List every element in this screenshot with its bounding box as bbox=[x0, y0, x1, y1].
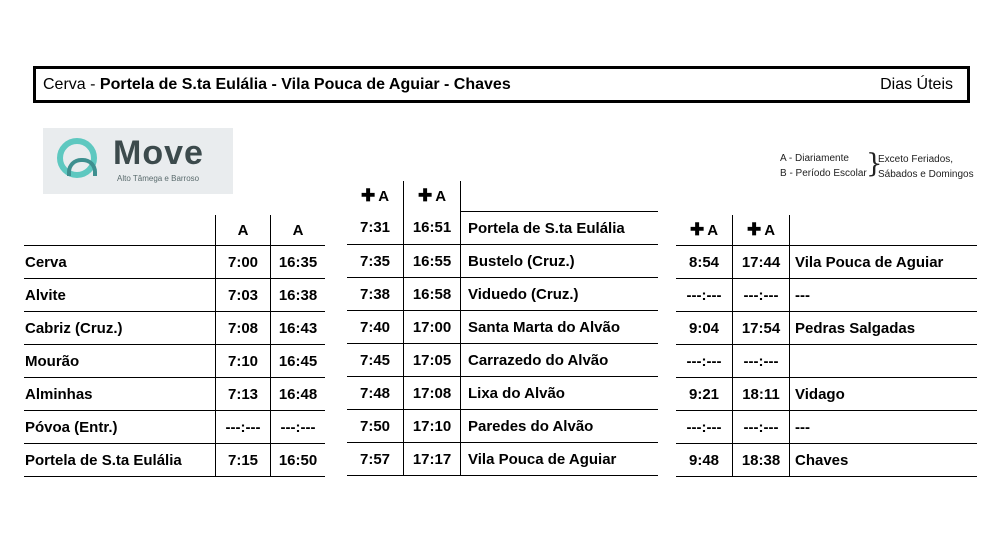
table-row bbox=[24, 279, 325, 312]
service-days: Dias Úteis bbox=[880, 76, 953, 93]
departure-time: 17:10 bbox=[404, 410, 461, 443]
table-row bbox=[676, 345, 977, 378]
departure-time: 9:48 bbox=[676, 444, 733, 477]
departure-time: 18:11 bbox=[733, 378, 790, 411]
departure-time: 16:55 bbox=[404, 245, 461, 278]
stop-name: Paredes do Alvão bbox=[461, 410, 659, 443]
table-header-row bbox=[24, 215, 325, 246]
table-row bbox=[24, 312, 325, 345]
stop-name: Cerva bbox=[24, 246, 216, 279]
departure-time: 16:50 bbox=[271, 444, 326, 477]
timetable-vila-pouca-chaves bbox=[676, 215, 977, 477]
legend-brace: } bbox=[866, 149, 883, 179]
stop-name: Portela de S.ta Eulália bbox=[461, 212, 659, 245]
departure-time: 17:54 bbox=[733, 312, 790, 345]
departure-time: 17:05 bbox=[404, 344, 461, 377]
departure-time: 17:00 bbox=[404, 311, 461, 344]
table-row bbox=[24, 411, 325, 444]
departure-time: 7:08 bbox=[216, 312, 271, 345]
stop-name: Mourão bbox=[24, 345, 216, 378]
stop-name: Portela de S.ta Eulália bbox=[24, 444, 216, 477]
departure-time: 16:58 bbox=[404, 278, 461, 311]
departure-time: 7:35 bbox=[347, 245, 404, 278]
departure-time: ---:--- bbox=[733, 345, 790, 378]
departure-time: 8:54 bbox=[676, 246, 733, 279]
stop-name: Póvoa (Entr.) bbox=[24, 411, 216, 444]
header-cell: ✚ A bbox=[404, 181, 461, 212]
departure-time: 9:21 bbox=[676, 378, 733, 411]
stop-name: Alvite bbox=[24, 279, 216, 312]
stop-name: Carrazedo do Alvão bbox=[461, 344, 659, 377]
table-header-row bbox=[676, 215, 977, 246]
logo-word: Move bbox=[113, 134, 204, 172]
departure-time: 17:17 bbox=[404, 443, 461, 476]
header-cell bbox=[24, 215, 216, 246]
departure-time: 16:38 bbox=[271, 279, 326, 312]
table-row bbox=[24, 345, 325, 378]
header-cell: A bbox=[271, 215, 326, 246]
departure-time: 7:50 bbox=[347, 410, 404, 443]
table-row bbox=[347, 278, 658, 311]
route-title: Cerva - Portela de S.ta Eulália - Vila Pouca de Aguiar - Chaves bbox=[43, 76, 511, 93]
table-row bbox=[347, 212, 658, 245]
departure-time: 17:44 bbox=[733, 246, 790, 279]
cross-icon: ✚ bbox=[689, 220, 705, 239]
header-cell: ✚ A bbox=[676, 215, 733, 246]
departure-time: 7:38 bbox=[347, 278, 404, 311]
stop-name: Chaves bbox=[790, 444, 978, 477]
stop-name: Alminhas bbox=[24, 378, 216, 411]
stop-name: Vila Pouca de Aguiar bbox=[461, 443, 659, 476]
table-header-row bbox=[347, 181, 658, 212]
departure-time: ---:--- bbox=[733, 411, 790, 444]
table-row bbox=[347, 344, 658, 377]
timetable-cerva-portela bbox=[24, 215, 325, 477]
departure-time: ---:--- bbox=[676, 345, 733, 378]
departure-time: 16:48 bbox=[271, 378, 326, 411]
stop-name: Vila Pouca de Aguiar bbox=[790, 246, 978, 279]
stop-name: Cabriz (Cruz.) bbox=[24, 312, 216, 345]
departure-time: ---:--- bbox=[733, 279, 790, 312]
departure-time: 7:03 bbox=[216, 279, 271, 312]
departure-time: 16:43 bbox=[271, 312, 326, 345]
table-row bbox=[676, 246, 977, 279]
header-cell bbox=[790, 215, 978, 246]
header-cell: ✚ A bbox=[360, 186, 390, 206]
header-cell: ✚ A bbox=[733, 215, 790, 246]
table-row bbox=[347, 377, 658, 410]
departure-time: 7:31 bbox=[347, 212, 404, 245]
departure-time: 7:13 bbox=[216, 378, 271, 411]
departure-time: 17:08 bbox=[404, 377, 461, 410]
departure-time: 7:48 bbox=[347, 377, 404, 410]
move-logo bbox=[43, 128, 233, 194]
header-cell: A bbox=[216, 215, 271, 246]
table-row bbox=[347, 410, 658, 443]
departure-time: 16:45 bbox=[271, 345, 326, 378]
table-row bbox=[676, 312, 977, 345]
stop-name: Santa Marta do Alvão bbox=[461, 311, 659, 344]
table-row bbox=[24, 246, 325, 279]
departure-time: 16:51 bbox=[404, 212, 461, 245]
departure-time: ---:--- bbox=[676, 279, 733, 312]
departure-time: 7:57 bbox=[347, 443, 404, 476]
departure-time: 7:40 bbox=[347, 311, 404, 344]
table-row bbox=[347, 311, 658, 344]
legend-a: A - Diariamente bbox=[780, 153, 849, 164]
departure-time: 7:45 bbox=[347, 344, 404, 377]
legend-note: Exceto Feriados, Sábados e Domingos bbox=[878, 154, 974, 180]
departure-time: 7:10 bbox=[216, 345, 271, 378]
departure-time: 9:04 bbox=[676, 312, 733, 345]
table-row bbox=[676, 411, 977, 444]
stop-name: Pedras Salgadas bbox=[790, 312, 978, 345]
legend bbox=[780, 149, 974, 181]
cross-icon: ✚ bbox=[417, 186, 433, 206]
cross-icon: ✚ bbox=[360, 186, 376, 206]
departure-time: ---:--- bbox=[676, 411, 733, 444]
departure-time: 7:00 bbox=[216, 246, 271, 279]
timetable-portela-vila-pouca bbox=[347, 181, 658, 476]
departure-time: 7:15 bbox=[216, 444, 271, 477]
departure-time: 16:35 bbox=[271, 246, 326, 279]
departure-time: 18:38 bbox=[733, 444, 790, 477]
cross-icon: ✚ bbox=[746, 220, 762, 239]
route-header bbox=[33, 66, 970, 103]
table-row bbox=[24, 444, 325, 477]
legend-b: B - Período Escolar bbox=[780, 168, 867, 179]
departure-time: ---:--- bbox=[271, 411, 326, 444]
table-row bbox=[24, 378, 325, 411]
table-row bbox=[676, 378, 977, 411]
header-cell bbox=[461, 181, 659, 212]
logo-subtitle: Alto Tâmega e Barroso bbox=[117, 174, 200, 183]
stop-name: Viduedo (Cruz.) bbox=[461, 278, 659, 311]
stop-name: Vidago bbox=[790, 378, 978, 411]
stop-name: Bustelo (Cruz.) bbox=[461, 245, 659, 278]
stop-name: --- bbox=[790, 411, 978, 444]
departure-time: ---:--- bbox=[216, 411, 271, 444]
stop-name: Lixa do Alvão bbox=[461, 377, 659, 410]
logo-mark-icon bbox=[57, 138, 97, 178]
table-row bbox=[676, 444, 977, 477]
table-row bbox=[676, 279, 977, 312]
table-row bbox=[347, 443, 658, 476]
stop-name: --- bbox=[790, 279, 978, 312]
stop-name bbox=[790, 345, 978, 378]
table-row bbox=[347, 245, 658, 278]
